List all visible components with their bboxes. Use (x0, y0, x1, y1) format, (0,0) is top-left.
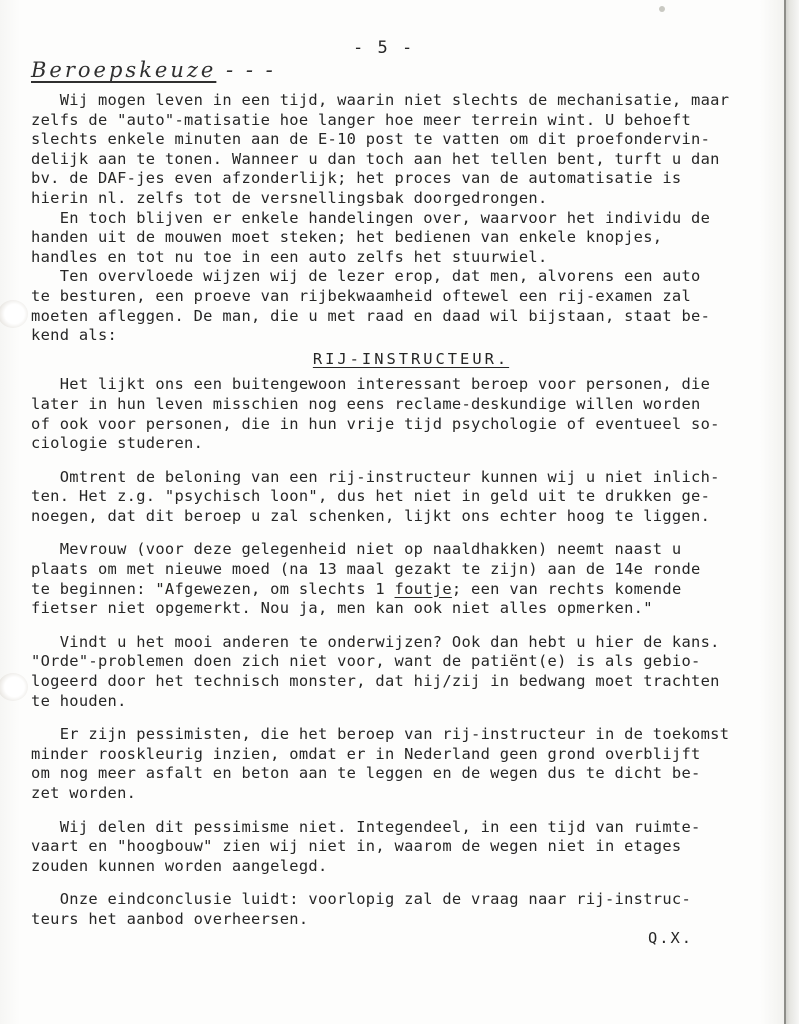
paragraph-handelingen (31, 209, 751, 268)
text-line: zelfs de "auto"-matisatie hoe langer hoe meer terrein wint. U behoeft (31, 110, 692, 129)
text-line: Er zijn pessimisten, die het beroep van rij-instructeur in de toekomst (31, 725, 730, 744)
text-line: fietser niet opgemerkt. Nou ja, men kan ook niet alles opmerken." (31, 599, 653, 618)
stain-mark (659, 6, 665, 12)
text-line: later in hun leven misschien nog eens reclame-deskundige willen worden (31, 394, 701, 413)
paragraph-mevrouw (31, 540, 751, 618)
text-line: plaats om met nieuwe moed (na 13 maal gezakt te zijn) aan de 14e ronde (31, 560, 701, 579)
text-line: logeerd door het technisch monster, dat hij/zij in bedwang moet trachten (31, 672, 720, 691)
paragraph-interessant (31, 375, 751, 453)
text-line: Vindt u het mooi anderen te onderwijzen? Ook dan hebt u hier de kans. (31, 632, 720, 651)
text-line: noegen, dat dit beroep u zal schenken, lijkt ons echter hoog te liggen. (31, 506, 711, 525)
text-line: te besturen, een proeve van rijbekwaamheid oftewel een rij-examen zal (31, 286, 692, 305)
text-line: te houden. (31, 691, 127, 710)
text-line: Het lijkt ons een buitengewoon interessant beroep voor personen, die (31, 375, 711, 394)
text-line: delijk aan te tonen. Wanneer u dan toch aan het tellen bent, turft u dan (31, 149, 720, 168)
text-line: om nog meer asfalt en beton aan te leggen en de wegen dus te dicht be- (31, 764, 701, 783)
text-line: zouden kunnen worden aangelegd. (31, 856, 328, 875)
heading-dashes: - - - (226, 58, 276, 82)
paragraph-conclusie (31, 890, 751, 929)
page-edge-rim (784, 0, 786, 1024)
text-line: Wij mogen leven in een tijd, waarin niet slechts de mechanisatie, maar (31, 91, 730, 109)
text-line: bv. de DAF-jes even afzonderlijk; het proces van de automatisatie is (31, 169, 682, 188)
text-line: Mevrouw (voor deze gelegenheid niet op naaldhakken) neemt naast u (31, 540, 682, 559)
paragraph-pessimisten (31, 725, 751, 803)
text-line: hierin nl. zelfs tot de versnellingsbak doorgedrongen. (31, 188, 548, 207)
underlined-word: foutje (394, 579, 452, 598)
text-line: ten. Het z.g. "psychisch loon", dus het niet in geld uit te drukken ge- (31, 487, 711, 506)
text-line: teurs het aanbod overheersen. (31, 909, 309, 928)
handwritten-heading (31, 58, 276, 82)
heading-title: Beroepskeuze (31, 58, 217, 82)
paragraph-ruimtevaart (31, 818, 751, 877)
text-line: Ten overvloede wijzen wij de lezer erop, dat men, alvorens een auto (31, 267, 701, 286)
text-line: moeten afleggen. De man, die u met raad en daad wil bijstaan, staat be- (31, 306, 711, 325)
page-edge (784, 0, 799, 1024)
text-line: Wij delen dit pessimisme niet. Integendeel, in een tijd van ruimte- (31, 817, 701, 836)
text-line: slechts enkele minuten aan de E-10 post te vatten om dit proefondervin- (31, 130, 711, 149)
text-line: vaart en "hoogbouw" zien wij niet in, waarom de wegen niet in etages (31, 837, 682, 856)
text-line: "Orde"-problemen doen zich niet voor, want de patiënt(e) is als gebio- (31, 652, 701, 671)
text-line: En toch blijven er enkele handelingen over, waarvoor het individu de (31, 208, 711, 227)
paragraph-onderwijzen (31, 633, 751, 711)
author-signature: Q.X. (648, 929, 694, 947)
text-line: Onze eindconclusie luidt: voorlopig zal de vraag naar rij-instruc- (31, 890, 692, 909)
centered-title: RIJ-INSTRUCTEUR. (312, 349, 510, 368)
paragraph-overvloede (31, 267, 751, 345)
text-line: of ook voor personen, die in hun vrije tijd psychologie of eventueel so- (31, 414, 720, 433)
text-line: kend als: (31, 326, 118, 345)
text-line: handen uit de mouwen moet steken; het bedienen van enkele knopjes, (31, 228, 663, 247)
page-number: - 5 - (353, 38, 415, 58)
paragraph-beloning (31, 468, 751, 527)
text-line: handles en tot nu toe in een auto zelfs het stuurwiel. (31, 247, 548, 266)
text-line: zet worden. (31, 784, 137, 802)
text-line-foutje: te beginnen: "Afgewezen, om slechts 1 foutje; een van rechts komende (31, 579, 682, 598)
text-line: minder rooskleurig inzien, omdat er in Nederland geen grond overblijft (31, 744, 701, 763)
text-line: ciologie studeren. (31, 434, 204, 453)
text-line: Omtrent de beloning van een rij-instructeur kunnen wij u niet inlich- (31, 467, 720, 486)
paragraph-intro (31, 91, 751, 209)
article-body (31, 91, 751, 930)
